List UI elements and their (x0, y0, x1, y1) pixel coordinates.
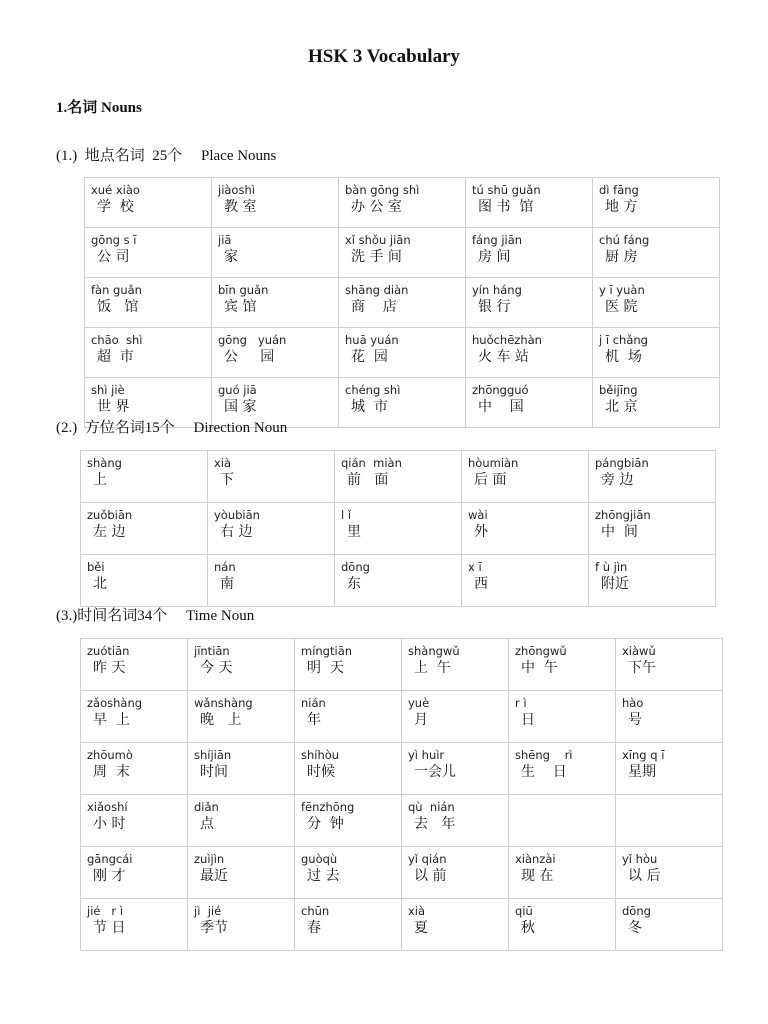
hanzi: 里 (347, 524, 361, 540)
vocab-cell (466, 228, 593, 278)
hanzi: 早 上 (93, 712, 130, 728)
vocab-cell (188, 847, 295, 899)
pinyin: gōng s ī (91, 233, 137, 247)
hanzi: 城 市 (351, 399, 388, 415)
pinyin: zhōngjiān (595, 508, 651, 522)
hanzi: 超 市 (97, 349, 134, 365)
vocab-cell (85, 178, 212, 228)
pinyin: fàn guǎn (91, 283, 142, 297)
pinyin: xiǎoshí (87, 800, 128, 814)
vocab-cell (509, 691, 616, 743)
pinyin: xià (408, 904, 426, 918)
hanzi: 北 (93, 576, 107, 592)
pinyin: xué xiào (91, 183, 140, 197)
hanzi: 办 公 室 (351, 199, 402, 215)
hanzi: 旁 边 (601, 472, 634, 488)
pinyin: běi (87, 560, 105, 574)
vocab-cell (188, 639, 295, 691)
pinyin: gōng yuán (218, 333, 287, 347)
vocab-cell (188, 899, 295, 951)
hanzi: 冬 (628, 920, 642, 936)
pinyin: j ī chǎng (599, 333, 648, 347)
hanzi: 中 午 (521, 660, 558, 676)
hanzi: 周 末 (93, 764, 130, 780)
pinyin: chāo shì (91, 333, 143, 347)
hanzi: 现 在 (521, 868, 554, 884)
vocab-cell (616, 639, 723, 691)
hanzi: 房 间 (478, 249, 511, 265)
hanzi: 中 国 (478, 399, 524, 415)
hanzi: 春 (307, 920, 321, 936)
pinyin: qián miàn (341, 456, 402, 470)
hanzi: 花 园 (351, 349, 388, 365)
hanzi: 月 (414, 712, 428, 728)
pinyin: yì huìr (408, 748, 445, 762)
hanzi: 号 (628, 712, 642, 728)
pinyin: guòqù (301, 852, 338, 866)
place-nouns-table (84, 177, 720, 428)
pinyin: fáng jiān (472, 233, 523, 247)
vocab-cell (402, 795, 509, 847)
table-row (81, 555, 716, 607)
pinyin: bīn guǎn (218, 283, 269, 297)
hanzi: 东 (347, 576, 361, 592)
vocab-cell (402, 639, 509, 691)
hanzi: 明 天 (307, 660, 344, 676)
hanzi: 小 时 (93, 816, 126, 832)
pinyin: zuótiān (87, 644, 130, 658)
pinyin: fēnzhōng (301, 800, 355, 814)
pinyin: shēng rì (515, 748, 573, 762)
hanzi: 右 边 (220, 524, 253, 540)
vocab-cell (593, 278, 720, 328)
vocab-cell (212, 328, 339, 378)
vocab-cell (589, 503, 716, 555)
section-heading-nouns: 1.名词 Nouns (56, 100, 142, 116)
hanzi: 公 园 (224, 349, 275, 365)
pinyin: xiànzài (515, 852, 556, 866)
vocab-cell (85, 278, 212, 328)
vocab-cell (81, 847, 188, 899)
vocab-cell (339, 278, 466, 328)
vocab-cell (295, 691, 402, 743)
pinyin: zhōngguó (472, 383, 529, 397)
vocab-cell (335, 503, 462, 555)
pinyin: yuè (408, 696, 430, 710)
hanzi: 学 校 (97, 199, 134, 215)
hanzi: 南 (220, 576, 234, 592)
hanzi: 以 后 (628, 868, 661, 884)
vocab-cell (509, 847, 616, 899)
hanzi: 中 间 (601, 524, 638, 540)
vocab-cell (208, 451, 335, 503)
vocab-cell (212, 178, 339, 228)
pinyin: jì jié (194, 904, 222, 918)
vocab-cell (462, 555, 589, 607)
vocab-cell (295, 639, 402, 691)
hanzi: 家 (224, 249, 238, 265)
hanzi: 医 院 (605, 299, 638, 315)
pinyin: dōng (341, 560, 370, 574)
hanzi: 下 (220, 472, 234, 488)
vocab-cell (616, 899, 723, 951)
vocab-cell (295, 899, 402, 951)
pinyin: shàng (87, 456, 122, 470)
hanzi: 上 午 (414, 660, 451, 676)
hanzi: 银 行 (478, 299, 511, 315)
vocab-cell (188, 743, 295, 795)
vocab-cell (509, 899, 616, 951)
hanzi: 国 家 (224, 399, 257, 415)
table-row (85, 278, 720, 328)
vocab-cell (81, 555, 208, 607)
table-row (85, 178, 720, 228)
vocab-cell (335, 451, 462, 503)
hanzi: 日 (521, 712, 535, 728)
table-row (81, 743, 723, 795)
hanzi: 过 去 (307, 868, 340, 884)
vocab-cell (339, 178, 466, 228)
vocab-cell (295, 847, 402, 899)
vocab-cell (593, 178, 720, 228)
pinyin: wài (468, 508, 488, 522)
vocab-cell (593, 328, 720, 378)
vocab-cell (509, 639, 616, 691)
table-row (85, 228, 720, 278)
pinyin: běijīng (599, 383, 638, 397)
vocab-cell (208, 555, 335, 607)
hanzi: 洗 手 间 (351, 249, 402, 265)
vocab-cell (188, 691, 295, 743)
pinyin: pángbiān (595, 456, 649, 470)
pinyin: zhōngwǔ (515, 644, 567, 658)
pinyin: huǒchēzhàn (472, 333, 542, 347)
pinyin: yǐ hòu (622, 852, 658, 866)
vocab-cell (466, 378, 593, 428)
vocab-cell (339, 378, 466, 428)
pinyin: tú shū guǎn (472, 183, 541, 197)
hanzi: 今 天 (200, 660, 233, 676)
vocab-cell (462, 503, 589, 555)
pinyin: xià (214, 456, 232, 470)
hanzi: 节 日 (93, 920, 126, 936)
direction-nouns-table (80, 450, 716, 607)
vocab-cell (339, 328, 466, 378)
vocab-cell (593, 378, 720, 428)
vocab-cell (212, 278, 339, 328)
hanzi: 昨 天 (93, 660, 126, 676)
pinyin: x ī (468, 560, 482, 574)
hanzi: 刚 才 (93, 868, 126, 884)
vocab-cell (509, 795, 616, 847)
hanzi: 晚 上 (200, 712, 242, 728)
pinyin: zuǒbiān (87, 508, 133, 522)
vocab-cell (466, 278, 593, 328)
table-row (81, 451, 716, 503)
vocab-cell (402, 847, 509, 899)
subsection-heading-time-nouns: (3.)时间名词34个 Time Noun (56, 608, 255, 624)
pinyin: xiàwǔ (622, 644, 656, 658)
subsection-heading-place-nouns: (1.) 地点名词 25个 Place Nouns (56, 148, 277, 164)
vocab-cell (188, 795, 295, 847)
vocab-cell (212, 228, 339, 278)
hanzi: 商 店 (351, 299, 397, 315)
hanzi: 点 (200, 816, 214, 832)
pinyin: gāngcái (87, 852, 133, 866)
pinyin: yín háng (472, 283, 522, 297)
hanzi: 北 京 (605, 399, 638, 415)
pinyin: chú fáng (599, 233, 650, 247)
pinyin: shàngwǔ (408, 644, 460, 658)
pinyin: qiū (515, 904, 533, 918)
pinyin: bàn gōng shì (345, 183, 420, 197)
hanzi: 时候 (307, 764, 335, 780)
hanzi: 夏 (414, 920, 428, 936)
vocab-cell (466, 328, 593, 378)
pinyin: yòubiān (214, 508, 260, 522)
pinyin: shì jiè (91, 383, 125, 397)
vocab-cell (402, 743, 509, 795)
hanzi: 秋 (521, 920, 535, 936)
vocab-cell (589, 451, 716, 503)
vocab-cell (295, 743, 402, 795)
hanzi: 地 方 (605, 199, 638, 215)
pinyin: shāng diàn (345, 283, 409, 297)
pinyin: jiàoshì (218, 183, 255, 197)
hanzi: 厨 房 (605, 249, 638, 265)
pinyin: f ù jìn (595, 560, 628, 574)
hanzi: 上 (93, 472, 107, 488)
vocab-cell (402, 899, 509, 951)
hanzi: 一会儿 (414, 764, 456, 780)
table-row (85, 328, 720, 378)
pinyin: wǎnshàng (194, 696, 253, 710)
pinyin: guó jiā (218, 383, 257, 397)
hanzi: 去 年 (414, 816, 456, 832)
pinyin: chūn (301, 904, 330, 918)
hanzi: 后 面 (474, 472, 507, 488)
pinyin: diǎn (194, 800, 219, 814)
table-row (81, 691, 723, 743)
hanzi: 季节 (200, 920, 228, 936)
vocab-cell (616, 743, 723, 795)
vocab-cell (593, 228, 720, 278)
time-nouns-table (80, 638, 723, 951)
pinyin: r ì (515, 696, 527, 710)
pinyin: l ǐ (341, 508, 352, 522)
pinyin: chéng shì (345, 383, 401, 397)
vocab-cell (402, 691, 509, 743)
hanzi: 宾 馆 (224, 299, 257, 315)
vocab-cell (616, 847, 723, 899)
pinyin: dōng (622, 904, 651, 918)
vocab-cell (81, 899, 188, 951)
pinyin: shíjiān (194, 748, 232, 762)
vocab-cell (616, 795, 723, 847)
pinyin: yǐ qián (408, 852, 447, 866)
pinyin: zuìjìn (194, 852, 225, 866)
hanzi: 以 前 (414, 868, 447, 884)
vocab-cell (81, 795, 188, 847)
table-row (81, 639, 723, 691)
vocab-cell (589, 555, 716, 607)
pinyin: shíhòu (301, 748, 340, 762)
pinyin: dì fāng (599, 183, 639, 197)
table-row (81, 795, 723, 847)
vocab-cell (81, 503, 208, 555)
hanzi: 星期 (628, 764, 656, 780)
vocab-cell (81, 743, 188, 795)
hanzi: 年 (307, 712, 321, 728)
pinyin: zǎoshàng (87, 696, 143, 710)
pinyin: huā yuán (345, 333, 399, 347)
pinyin: jiā (218, 233, 232, 247)
pinyin: jīntiān (194, 644, 230, 658)
pinyin: jié r ì (87, 904, 124, 918)
vocab-cell (81, 639, 188, 691)
pinyin: míngtiān (301, 644, 353, 658)
vocab-cell (339, 228, 466, 278)
hanzi: 左 边 (93, 524, 126, 540)
pinyin: xīng q ī (622, 748, 665, 762)
hanzi: 分 钟 (307, 816, 344, 832)
vocab-cell (509, 743, 616, 795)
hanzi: 饭 馆 (97, 299, 139, 315)
vocab-cell (335, 555, 462, 607)
vocab-cell (85, 228, 212, 278)
subsection-heading-direction-nouns: (2.) 方位名词15个 Direction Noun (56, 420, 288, 436)
vocab-cell (466, 178, 593, 228)
vocab-cell (616, 691, 723, 743)
table-row (81, 899, 723, 951)
pinyin: qù nián (408, 800, 455, 814)
vocab-cell (208, 503, 335, 555)
hanzi: 附近 (601, 576, 629, 592)
pinyin: nán (214, 560, 236, 574)
table-row (81, 847, 723, 899)
hanzi: 教 室 (224, 199, 257, 215)
hanzi: 前 面 (347, 472, 389, 488)
pinyin: hòumiàn (468, 456, 519, 470)
hanzi: 生 日 (521, 764, 567, 780)
vocab-cell (85, 328, 212, 378)
vocab-cell (462, 451, 589, 503)
vocab-cell (295, 795, 402, 847)
pinyin: zhōumò (87, 748, 133, 762)
pinyin: nián (301, 696, 326, 710)
pinyin: y ī yuàn (599, 283, 645, 297)
hanzi: 机 场 (605, 349, 642, 365)
hanzi: 西 (474, 576, 488, 592)
hanzi: 时间 (200, 764, 228, 780)
vocab-cell (81, 451, 208, 503)
pinyin: xǐ shǒu jiān (345, 233, 411, 247)
vocab-cell (81, 691, 188, 743)
hanzi: 下午 (628, 660, 656, 676)
table-row (81, 503, 716, 555)
hanzi: 世 界 (97, 399, 130, 415)
hanzi: 火 车 站 (478, 349, 529, 365)
hanzi: 图 书 馆 (478, 199, 534, 215)
page-title: HSK 3 Vocabulary (307, 46, 461, 67)
pinyin: hào (622, 696, 644, 710)
hanzi: 公 司 (97, 249, 130, 265)
hanzi: 外 (474, 524, 488, 540)
hanzi: 最近 (200, 868, 228, 884)
